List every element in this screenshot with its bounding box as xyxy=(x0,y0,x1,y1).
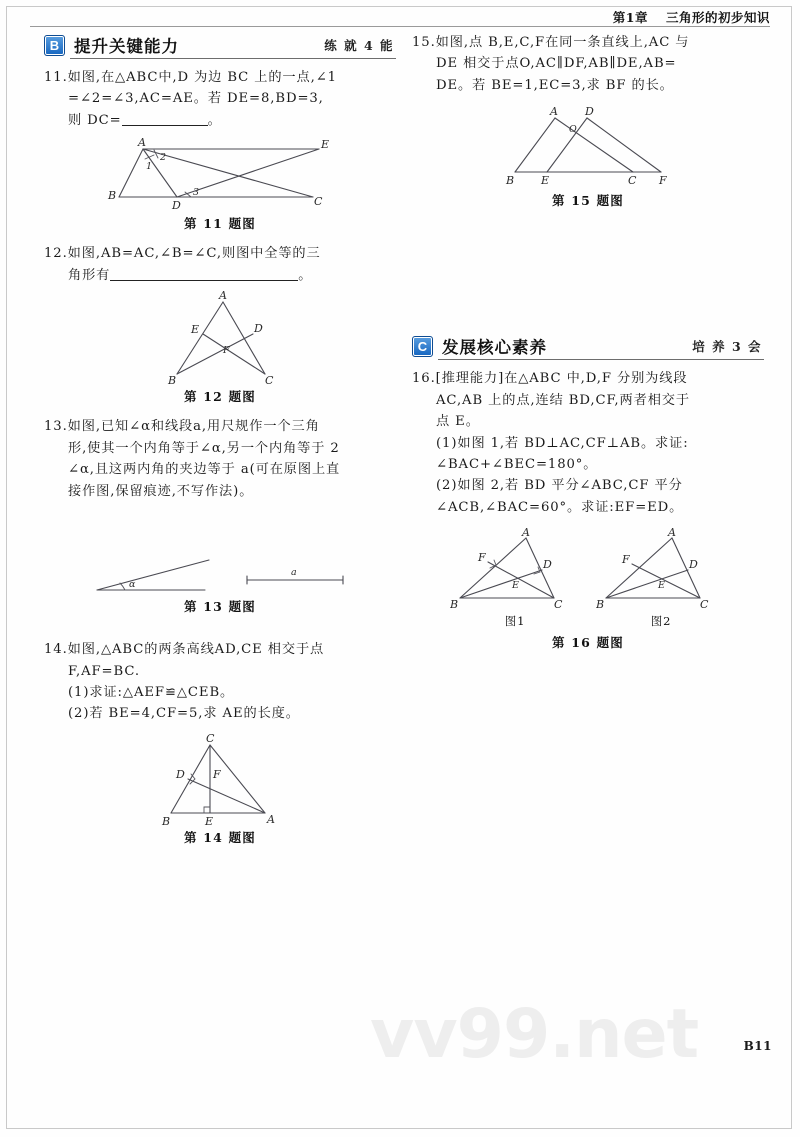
problem-12-line-2 xyxy=(44,265,396,286)
problem-16-line-4: (1)如图 1,若 BD⊥AC,CF⊥AB。求证: xyxy=(436,435,689,451)
figure-14-caption: 第 14 题图 xyxy=(184,829,256,845)
section-badge-c: C xyxy=(412,336,433,357)
figure-16-2-label-A: A xyxy=(668,528,677,539)
figure-13-segment-a: a xyxy=(291,566,298,578)
figure-16-1-label-A: A xyxy=(522,528,531,539)
figure-16-pair xyxy=(412,528,764,631)
problem-15-line-2: DE 相交于点O,AC∥DF,AB∥DE,AB= xyxy=(436,56,677,72)
figure-16-2-label-E: E xyxy=(658,580,666,591)
problem-16-line-6: (2)如图 2,若 BD 平分∠ABC,CF 平分 xyxy=(436,478,683,494)
right-column xyxy=(412,32,764,655)
problem-11-answer-prefix: 则 DC= xyxy=(68,112,122,128)
problem-12-answer-prefix: 角形有 xyxy=(68,267,111,283)
figure-12 xyxy=(44,290,396,407)
figure-12-label-C: C xyxy=(265,374,275,387)
problem-13-line-3: ∠α,且这两内角的夹边等于 a(可在原图上直 xyxy=(68,462,341,478)
section-subtitle-b: 练 就 4 能 xyxy=(324,38,394,53)
figure-12-label-D: D xyxy=(254,322,264,336)
figure-13-caption: 第 13 题图 xyxy=(184,598,256,614)
problem-16-line-1: 16.[推理能力]在△ABC 中,D,F 分别为线段 xyxy=(412,371,688,387)
figure-14-label-C: C xyxy=(206,731,216,745)
header-divider xyxy=(30,26,770,27)
figure-11-angle-1: 1 xyxy=(146,161,153,173)
problem-12-answer-suffix: 。 xyxy=(298,267,313,283)
problem-15-line-1: 15.如图,点 B,E,C,F在同一条直线上,AC 与 xyxy=(412,35,690,50)
figure-11 xyxy=(44,135,396,234)
figure-16-1-label-B: B xyxy=(450,598,459,611)
problem-11-answer-suffix: 。 xyxy=(207,112,222,128)
figure-15-label-E: E xyxy=(540,174,550,188)
section-header-c xyxy=(412,333,764,359)
figure-16-sub-caption-1: 图1 xyxy=(504,614,526,628)
figure-14-label-F: F xyxy=(213,767,222,781)
figure-16 xyxy=(412,528,764,653)
problem-16-line-5: ∠BAC+∠BEC=180°。 xyxy=(436,456,598,472)
figure-16-part-1 xyxy=(450,528,580,631)
problem-11-line-1: 11.如图,在△ABC中,D 为边 BC 上的一点,∠1 xyxy=(44,70,337,85)
figure-14-label-B: B xyxy=(162,814,171,827)
figure-13 xyxy=(44,554,396,617)
figure-11-label-A: A xyxy=(138,136,147,150)
problem-12-answer-blank[interactable] xyxy=(110,280,298,281)
section-rule-c xyxy=(438,359,764,360)
figure-14-label-E: E xyxy=(205,814,214,827)
problem-14-line-4: (2)若 BE=4,CF=5,求 AE的长度。 xyxy=(68,706,300,722)
problem-16 xyxy=(412,368,764,653)
section-subtitle-c: 培 养 3 会 xyxy=(692,339,762,355)
problem-15-line-3: DE。若 BE=1,EC=3,求 BF 的长。 xyxy=(436,77,674,93)
figure-16-1-label-F: F xyxy=(478,551,487,564)
problem-11-answer-blank[interactable] xyxy=(122,125,208,126)
figure-12-label-E: E xyxy=(191,323,200,337)
figure-15-label-D: D xyxy=(584,105,595,119)
site-watermark: vv99.net xyxy=(370,995,699,1074)
chapter-number: 第1章 xyxy=(612,10,648,25)
figure-12-label-B: B xyxy=(168,374,177,387)
problem-14-line-2: F,AF=BC. xyxy=(68,663,140,679)
figure-11-angle-2: 2 xyxy=(160,152,167,164)
section-badge-b: B xyxy=(44,35,65,56)
problem-16-line-3: 点 E。 xyxy=(436,414,480,430)
page-number: B11 xyxy=(743,1039,772,1053)
figure-15-caption: 第 15 题图 xyxy=(552,193,624,209)
figure-11-label-C: C xyxy=(314,195,324,209)
figure-11-label-B: B xyxy=(108,189,117,203)
figure-16-part-2 xyxy=(596,528,726,631)
figure-15 xyxy=(412,104,764,211)
section-header-b xyxy=(44,32,396,58)
figure-12-label-F: F xyxy=(223,345,231,357)
running-head xyxy=(613,8,770,26)
chapter-title: 三角形的初步知识 xyxy=(665,10,770,25)
problem-12-line-1: 12.如图,AB=AC,∠B=∠C,则图中全等的三 xyxy=(44,246,321,262)
problem-12 xyxy=(44,243,396,407)
problem-13 xyxy=(44,416,396,617)
figure-16-2-label-C: C xyxy=(700,598,710,611)
problem-13-line-1: 13.如图,已知∠α和线段a,用尺规作一个三角 xyxy=(44,419,320,435)
figure-16-2-label-B: B xyxy=(596,598,605,611)
figure-12-caption: 第 12 题图 xyxy=(184,389,256,405)
figure-11-caption: 第 11 题图 xyxy=(184,216,256,232)
problem-13-line-4: 接作图,保留痕迹,不写作法)。 xyxy=(68,483,254,499)
figure-12-label-A: A xyxy=(219,290,228,303)
figure-16-caption: 第 16 题图 xyxy=(552,634,624,650)
figure-16-1-label-D: D xyxy=(543,558,553,571)
figure-11-label-D: D xyxy=(172,199,182,213)
problem-15 xyxy=(412,32,764,211)
figure-15-label-A: A xyxy=(549,105,559,119)
figure-14-label-D: D xyxy=(176,767,186,781)
figure-16-2-label-D: D xyxy=(689,558,699,571)
figure-15-label-O: O xyxy=(568,124,578,136)
figure-15-label-B: B xyxy=(505,174,515,188)
problem-11-line-3 xyxy=(44,110,396,131)
problem-13-line-2: 形,使其一个内角等于∠α,另一个内角等于 2 xyxy=(68,440,340,456)
problem-14 xyxy=(44,639,396,848)
problem-16-line-7: ∠ACB,∠BAC=60°。求证:EF=ED。 xyxy=(436,499,684,515)
figure-14-label-A: A xyxy=(267,812,276,826)
figure-16-2-label-F: F xyxy=(622,553,631,566)
figure-11-label-E: E xyxy=(321,138,330,152)
section-title-b: 提升关键能力 xyxy=(74,37,179,56)
figure-15-label-C: C xyxy=(627,174,637,188)
figure-13-angle-alpha: α xyxy=(129,578,137,590)
left-column xyxy=(44,32,396,850)
section-rule-b xyxy=(70,58,396,59)
problem-16-line-2: AC,AB 上的点,连结 BD,CF,两者相交于 xyxy=(436,392,690,408)
problem-14-line-1: 14.如图,△ABC的两条高线AD,CE 相交于点 xyxy=(44,642,325,658)
problem-11 xyxy=(44,67,396,234)
figure-14 xyxy=(44,731,396,848)
section-title-c: 发展核心素养 xyxy=(442,338,547,358)
figure-16-1-label-E: E xyxy=(512,580,520,591)
figure-16-sub-caption-2: 图2 xyxy=(650,614,672,628)
figure-16-1-label-C: C xyxy=(554,598,564,611)
figure-11-angle-3: 3 xyxy=(193,187,200,199)
figure-15-label-F: F xyxy=(658,174,668,188)
problem-14-line-3: (1)求证:△AEF≌△CEB。 xyxy=(68,684,235,700)
problem-11-line-2: =∠2=∠3,AC=AE。若 DE=8,BD=3, xyxy=(68,91,324,107)
